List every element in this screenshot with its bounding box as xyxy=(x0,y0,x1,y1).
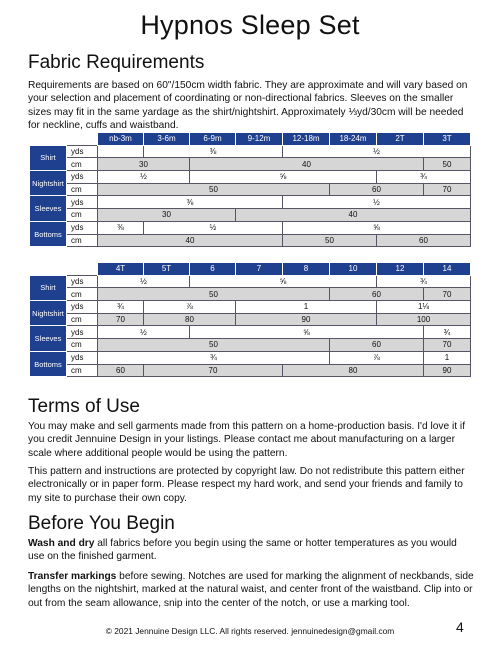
size-header: 5T xyxy=(144,263,190,276)
garment-label: Sleeves xyxy=(30,196,67,221)
size-header: 2T xyxy=(377,133,424,146)
fabric-table-large xyxy=(29,262,471,377)
page-number: 4 xyxy=(456,619,464,635)
footer-copyright: © 2021 Jennuine Design LLC. All rights reserved. jennuinedesign@gmail.com xyxy=(105,626,395,636)
table-row xyxy=(30,326,471,339)
size-header: 8 xyxy=(283,263,330,276)
unit-label: cm xyxy=(67,209,98,222)
amount-cell xyxy=(98,145,144,158)
unit-label: cm xyxy=(67,288,98,301)
header-spacer xyxy=(30,263,98,276)
unit-label: cm xyxy=(67,313,98,326)
amount-cell: ⅜ xyxy=(98,196,283,209)
amount-cell: ⅜ xyxy=(98,221,144,234)
amount-cell: ⅜ xyxy=(144,145,283,158)
amount-cell: 50 xyxy=(283,234,377,247)
fabric-intro: Requirements are based on 60"/150cm width fabric. They are approximate and will vary based on your selection and placement of coordinating or non-directional fabrics. Sleeves on the smaller sizes may fit in the same yardage as the shirt/nightshirt. Approximately ⅓yd/30cm will be needed for neckline, cuffs and waistband. xyxy=(28,80,468,132)
amount-cell: 60 xyxy=(98,364,144,377)
size-header: 3T xyxy=(424,133,471,146)
amount-cell: 50 xyxy=(98,339,330,352)
amount-cell: 80 xyxy=(144,313,236,326)
table-row xyxy=(30,301,471,314)
unit-label: cm xyxy=(67,339,98,352)
unit-label: yds xyxy=(67,351,98,364)
page-title: Hypnos Sleep Set xyxy=(140,10,360,40)
amount-cell: 40 xyxy=(98,234,283,247)
size-header: 12 xyxy=(377,263,424,276)
table-row xyxy=(30,288,471,301)
transfer-markings-bold: Transfer markings xyxy=(28,571,117,582)
table-row xyxy=(30,171,471,184)
garment-label: Shirt xyxy=(30,275,67,300)
table-row xyxy=(30,145,471,158)
amount-cell: ½ xyxy=(283,196,471,209)
size-header: nb-3m xyxy=(98,133,144,146)
amount-cell: 90 xyxy=(424,364,471,377)
amount-cell: 50 xyxy=(424,158,471,171)
amount-cell: ⅝ xyxy=(190,326,424,339)
unit-label: yds xyxy=(67,301,98,314)
transfer-markings-text: before sewing. Notches are used for marking the alignment of neckbands, side lengths on the nightshirt, marked at the natural waist, and center front of the waistband. Clip into or out from the seam allowance, snip into the center of the notch, or use a marking tool. xyxy=(28,571,474,609)
amount-cell: 100 xyxy=(377,313,471,326)
amount-cell: ⅝ xyxy=(190,171,377,184)
amount-cell: 50 xyxy=(98,183,330,196)
amount-cell: 60 xyxy=(330,288,424,301)
size-header: 9-12m xyxy=(236,133,283,146)
amount-cell: 1 xyxy=(236,301,377,314)
garment-label: Nightshirt xyxy=(30,301,67,326)
amount-cell: 60 xyxy=(330,183,424,196)
amount-cell: ¾ xyxy=(424,326,471,339)
garment-label: Bottoms xyxy=(30,351,67,376)
amount-cell: ½ xyxy=(144,221,283,234)
amount-cell: 60 xyxy=(330,339,424,352)
amount-cell: 70 xyxy=(144,364,283,377)
table-row xyxy=(30,313,471,326)
amount-cell: ½ xyxy=(283,145,471,158)
amount-cell: 60 xyxy=(377,234,471,247)
amount-cell: ⅝ xyxy=(283,221,471,234)
size-header: 18-24m xyxy=(330,133,377,146)
unit-label: cm xyxy=(67,183,98,196)
size-header: 4T xyxy=(98,263,144,276)
amount-cell: 1 xyxy=(424,351,471,364)
wash-dry-text: all fabrics before you begin using the same or hotter temperatures as you would use on the finished garment. xyxy=(28,538,457,563)
unit-label: yds xyxy=(67,221,98,234)
amount-cell: 80 xyxy=(283,364,424,377)
amount-cell: ⅝ xyxy=(190,275,377,288)
table-row xyxy=(30,209,471,222)
unit-label: yds xyxy=(67,145,98,158)
size-header: 7 xyxy=(236,263,283,276)
amount-cell: 70 xyxy=(424,288,471,301)
amount-cell: 90 xyxy=(236,313,377,326)
before-paragraph-1 xyxy=(28,537,476,564)
garment-label: Sleeves xyxy=(30,326,67,351)
garment-label: Nightshirt xyxy=(30,171,67,196)
unit-label: cm xyxy=(67,234,98,247)
amount-cell: ⅞ xyxy=(330,351,424,364)
amount-cell: ½ xyxy=(98,326,190,339)
terms-heading: Terms of Use xyxy=(28,396,140,417)
amount-cell: 70 xyxy=(98,313,144,326)
table-row xyxy=(30,364,471,377)
unit-label: cm xyxy=(67,158,98,171)
amount-cell: 1⅛ xyxy=(377,301,471,314)
amount-cell: ¾ xyxy=(377,171,471,184)
amount-cell: ½ xyxy=(98,275,190,288)
size-header: 6 xyxy=(190,263,236,276)
table-row xyxy=(30,158,471,171)
garment-label: Shirt xyxy=(30,145,67,170)
table-row xyxy=(30,234,471,247)
amount-cell: 50 xyxy=(98,288,330,301)
table-row xyxy=(30,196,471,209)
size-header: 6-9m xyxy=(190,133,236,146)
amount-cell: ¾ xyxy=(377,275,471,288)
terms-paragraph-2: This pattern and instructions are protected by copyright law. Do not redistribute this pattern either electronically or in paper form. Please respect my hard work, and send your friends and family to my site to purchase their own copy. xyxy=(28,466,465,504)
size-header: 10 xyxy=(330,263,377,276)
size-header: 12-18m xyxy=(283,133,330,146)
terms-paragraph-1: You may make and sell garments made from this pattern on a home-production basis. I'd love it if you credit Jennuine Design in your listings. Please contact me about manufacturing on a larger scale where additional people would be using the pattern. xyxy=(28,421,466,459)
size-header: 14 xyxy=(424,263,471,276)
amount-cell: 40 xyxy=(190,158,424,171)
amount-cell: ¾ xyxy=(98,301,144,314)
wash-dry-bold: Wash and dry xyxy=(28,538,95,549)
amount-cell: ½ xyxy=(98,171,190,184)
table-row xyxy=(30,183,471,196)
table-row xyxy=(30,275,471,288)
amount-cell: 30 xyxy=(98,158,190,171)
amount-cell: 70 xyxy=(424,183,471,196)
unit-label: yds xyxy=(67,326,98,339)
unit-label: yds xyxy=(67,171,98,184)
table-row xyxy=(30,339,471,352)
before-heading: Before You Begin xyxy=(28,513,175,534)
unit-label: yds xyxy=(67,196,98,209)
fabric-table-small xyxy=(29,132,471,247)
unit-label: cm xyxy=(67,364,98,377)
table-row xyxy=(30,221,471,234)
unit-label: yds xyxy=(67,275,98,288)
amount-cell: ⅞ xyxy=(144,301,236,314)
garment-label: Bottoms xyxy=(30,221,67,246)
amount-cell: ¾ xyxy=(98,351,330,364)
table-row xyxy=(30,351,471,364)
amount-cell: 30 xyxy=(98,209,236,222)
header-spacer xyxy=(30,133,98,146)
amount-cell: 40 xyxy=(236,209,471,222)
before-paragraph-2 xyxy=(28,570,476,610)
fabric-heading: Fabric Requirements xyxy=(28,52,205,73)
size-header: 3-6m xyxy=(144,133,190,146)
amount-cell: 70 xyxy=(424,339,471,352)
